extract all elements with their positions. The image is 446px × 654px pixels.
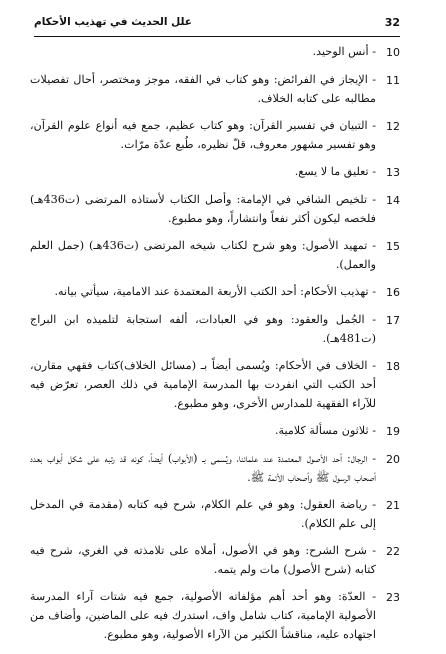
entry-text: - تهذيب الأحكام: أحد الكتب الأربعة المعتمدة عند الامامية، سيأتي بيانه. [54, 285, 376, 298]
entry-number: 13 [386, 166, 400, 179]
entry-number: 16 [386, 286, 400, 299]
list-item [30, 449, 400, 487]
entry-number: 22 [386, 545, 400, 558]
entry-text: - الخلاف في الأحكام: ويُسمى أيضاً بـ (مسائل الخلاف)كتاب فقهي مقارن، أحد الكتب التي انفردت بها المدرسة الإمامية في ذلك العصر، تعرّض فيه للآراء الفقهية للمدارس الأخرى، وهو مطبوع. [30, 359, 376, 410]
entry-number: 18 [386, 360, 400, 373]
entry-text: - الرجال: أحد الأصول المعتمدة عند علمائنا، ويُسمى بـ (الأبواب) أيضاً، كونه قد رتبه على شكل أبواب بعدد أصحاب الرسول ﷺ وأصحاب الأئمة ﷺ. [30, 452, 376, 484]
entry-text: - تعليق ما لا يسع. [294, 165, 376, 178]
entry-number: 11 [386, 74, 400, 87]
entry-text: - شرح الشرح: وهو في الأصول، أملاه على تلامذته في الغري، شرح فيه كتابه (شرح الأصول) مات ولم يتمه. [30, 544, 376, 576]
entry-number: 20 [386, 453, 400, 466]
entry-text: - تلخيص الشافي في الإمامة: وأصل الكتاب لأستاذه المرتضى (ت436هـ) فلخصه ليكون أكثر نفعاً وانتشاراً، وهو مطبوع. [30, 193, 376, 225]
entry-text: - تمهيد الأصول: وهو شرح لكتاب شيخه المرتضى (ت436هـ) (جمل العلم والعمل). [30, 239, 376, 271]
entry-text: - أنس الوحيد. [312, 45, 376, 58]
list-item [30, 495, 400, 533]
entry-number: 17 [386, 314, 400, 327]
entry-text: - التبيان في تفسير القرآن: وهو كتاب عظيم، جمع فيه أنواع علوم القرآن، وهو تفسير مشهور معروف، قلّ نظيره، طُبع عدّة مرّات. [30, 119, 376, 151]
list-item [30, 541, 400, 579]
list-item [30, 421, 400, 441]
entry-text: - العدّة: وهو أحد أهم مؤلفاته الأصولية، جمع فيه شتات آراء المدرسة الأصولية الإمامية، كتاب شامل واف، استدرك فيه على الماضين، وأضاف من اجتهاده عليه، مناقشاً الكثير من الآراء الأصولية، وهو مطبوع. [30, 590, 376, 641]
list-item [30, 587, 400, 644]
entry-number: 19 [386, 425, 400, 438]
page-number: 32 [384, 16, 400, 29]
entry-number: 15 [386, 240, 400, 253]
works-list [30, 42, 400, 652]
entry-number: 10 [386, 46, 400, 59]
entry-text: - ثلاثون مسألة كلامية. [274, 424, 376, 437]
entry-number: 23 [386, 591, 400, 604]
list-item [30, 116, 400, 154]
running-title: علل الحديث في تهذيب الأحكام [34, 16, 192, 28]
entry-number: 12 [386, 120, 400, 133]
entry-text: - الإيجاز في الفرائض: وهو كتاب في الفقه، موجز ومختصر، أحال تفصيلات مطالبه على كتابه الخلاف. [30, 73, 376, 105]
list-item [30, 162, 400, 182]
list-item [30, 310, 400, 348]
list-item [30, 70, 400, 108]
list-item [30, 282, 400, 302]
entry-number: 21 [386, 499, 400, 512]
list-item [30, 42, 400, 62]
entry-text: - الجُمل والعقود: وهو في العبادات، ألفه استجابة لتلميذه ابن البراج (ت481هـ). [30, 313, 376, 345]
list-item [30, 190, 400, 228]
list-item [30, 236, 400, 274]
entry-number: 14 [386, 194, 400, 207]
list-item [30, 356, 400, 413]
entry-text: - رياضة العقول: وهو في علم الكلام، شرح فيه كتابه (مقدمة في المدخل إلى علم الكلام). [30, 498, 376, 530]
page-header [34, 14, 400, 37]
